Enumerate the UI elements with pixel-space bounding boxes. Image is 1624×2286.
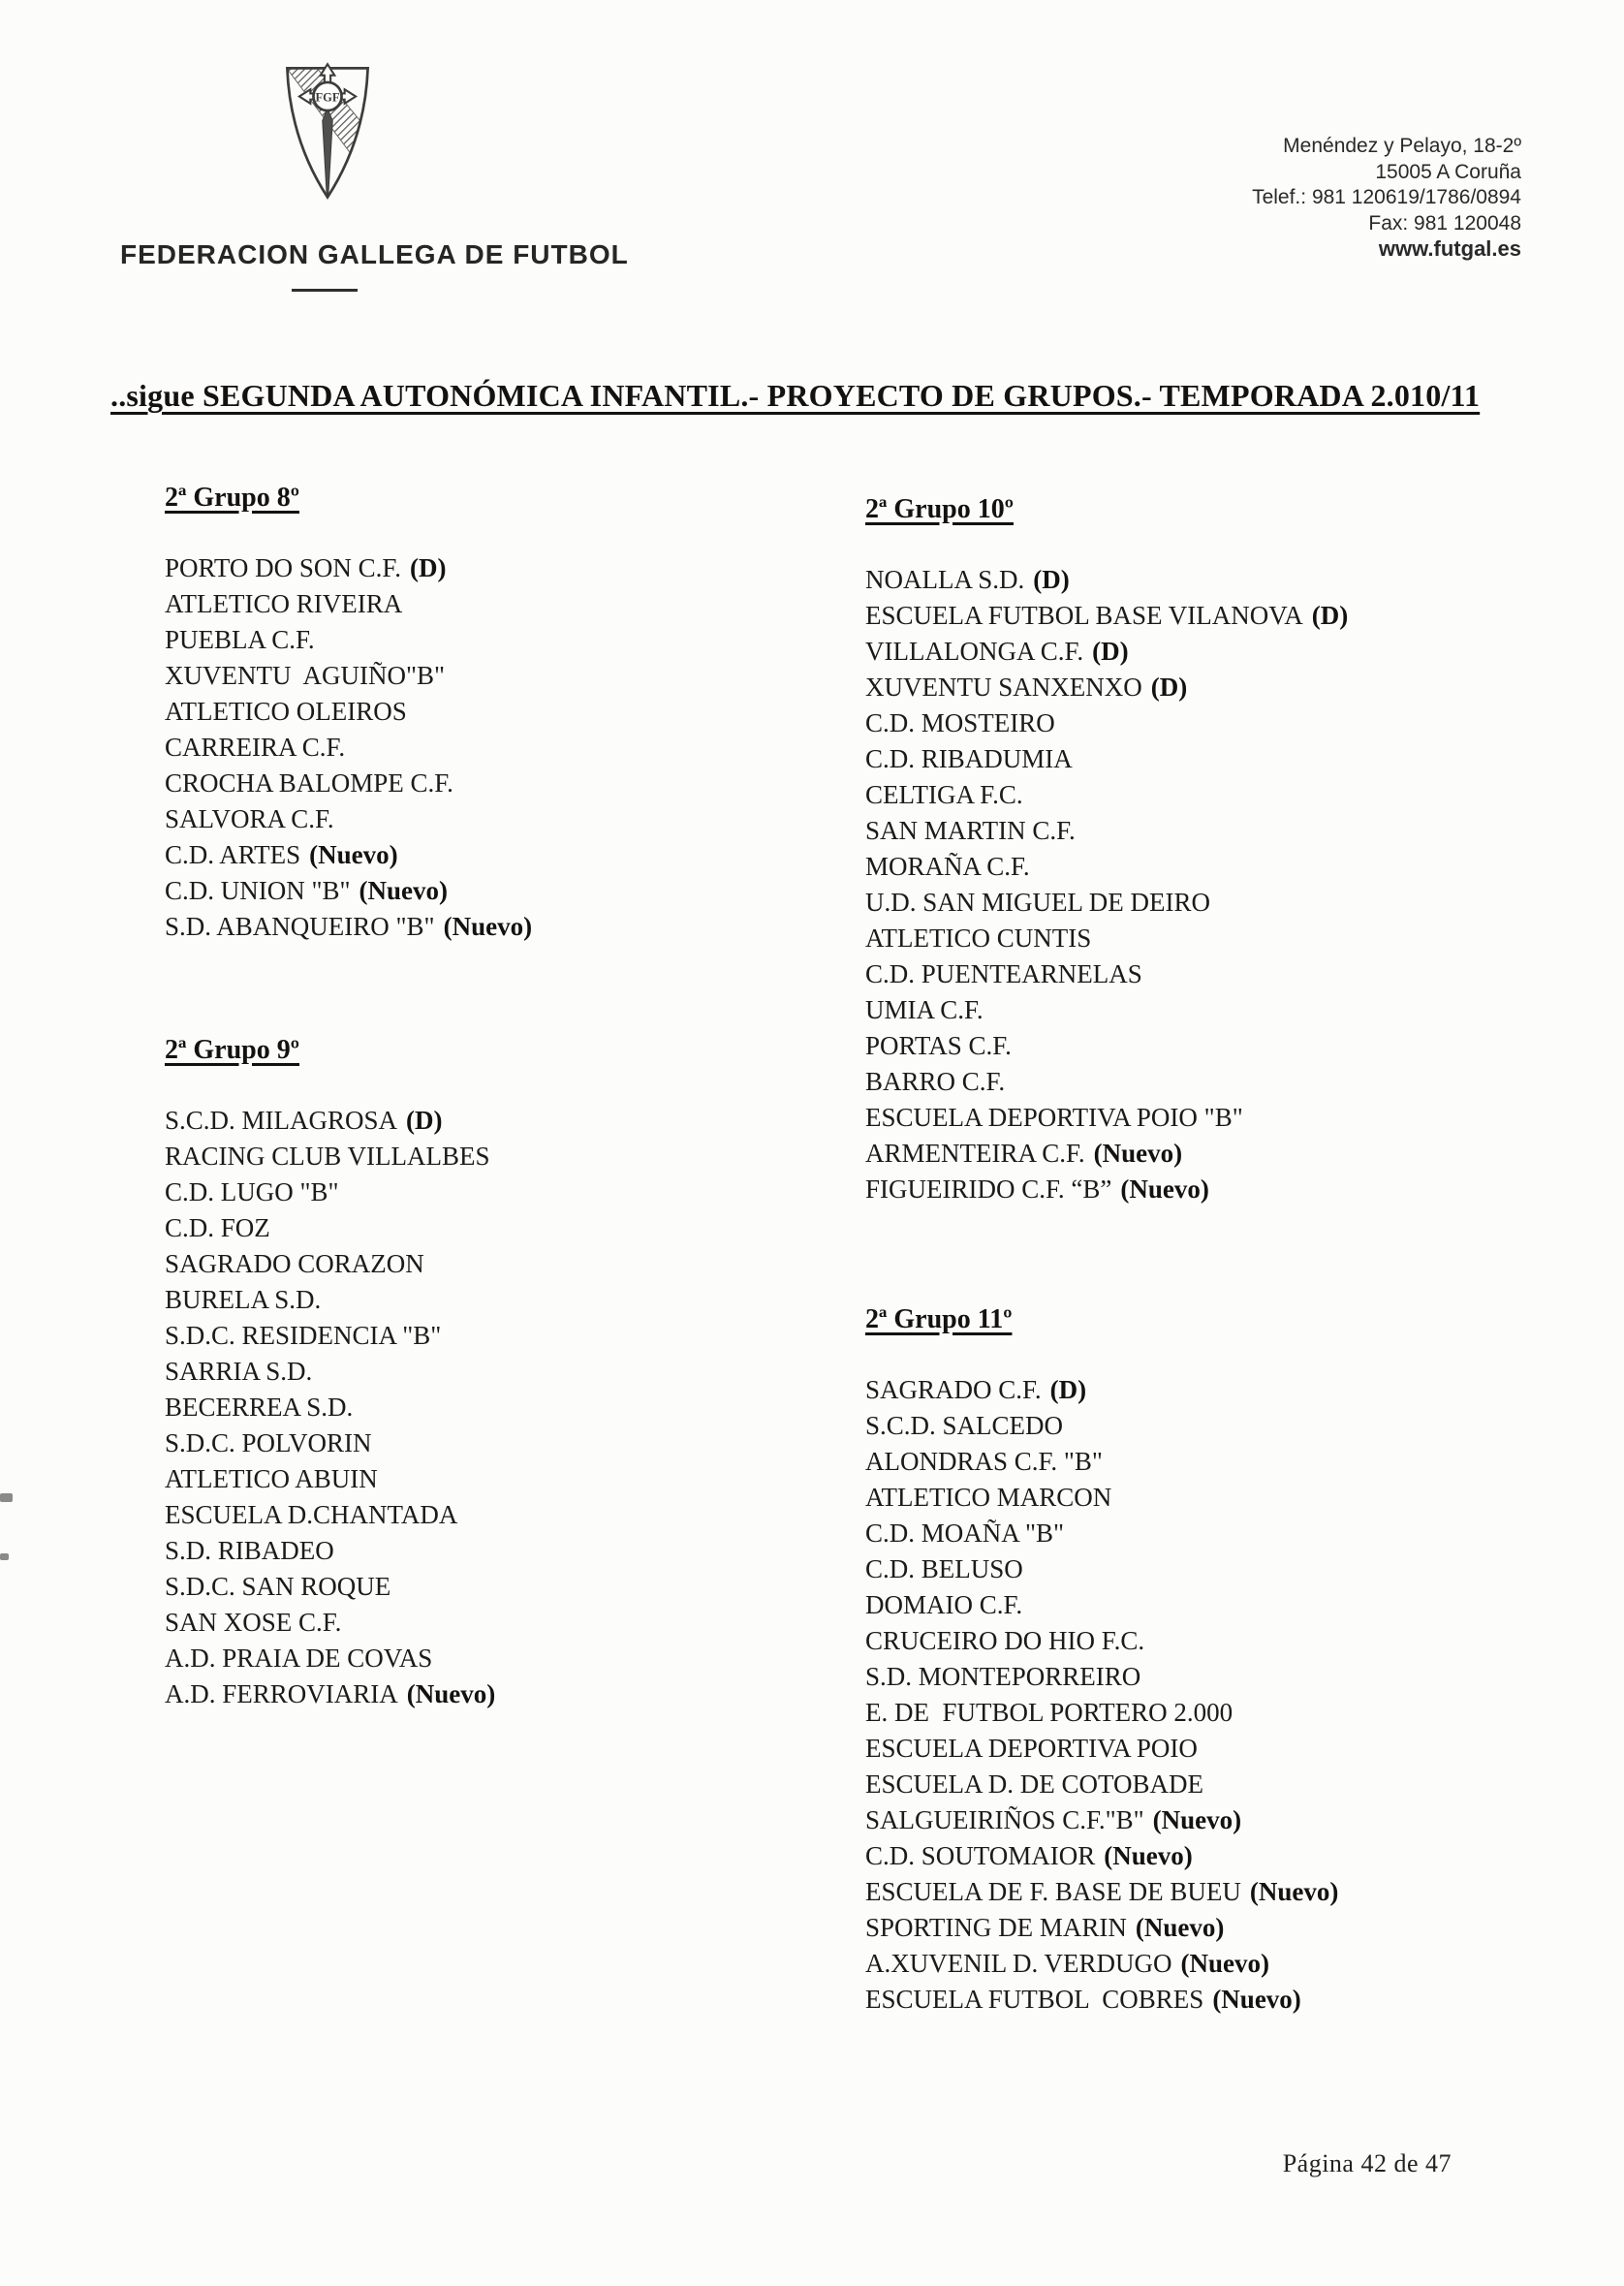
team-name: BARRO C.F. (865, 1067, 1006, 1096)
team-tag: (Nuevo) (1120, 1174, 1209, 1204)
team-item (165, 1676, 843, 1712)
team-item (165, 658, 843, 694)
team-name: C.D. RIBADUMIA (865, 744, 1073, 773)
team-item (865, 1028, 1582, 1064)
team-item (165, 1246, 843, 1282)
team-name: ESCUELA D. DE COTOBADE (865, 1769, 1204, 1799)
team-item (165, 622, 843, 658)
team-item (865, 562, 1582, 598)
team-tag: (Nuevo) (1180, 1949, 1269, 1978)
team-item (865, 1838, 1582, 1874)
group-block (865, 1304, 1582, 2018)
team-name: FIGUEIRIDO C.F. “B” (865, 1174, 1112, 1204)
team-name: SAGRADO CORAZON (165, 1249, 424, 1278)
team-item (865, 777, 1582, 813)
group-heading: 2ª Grupo 10º (865, 494, 1014, 524)
team-item (865, 1731, 1582, 1767)
team-name: C.D. BELUSO (865, 1554, 1023, 1583)
team-name: S.D.C. RESIDENCIA "B" (165, 1321, 442, 1350)
group-block (165, 483, 843, 945)
team-name: C.D. ARTES (165, 840, 301, 869)
team-item (865, 1551, 1582, 1587)
team-name: PUEBLA C.F. (165, 625, 315, 654)
team-item (165, 1390, 843, 1425)
team-name: ESCUELA DE F. BASE DE BUEU (865, 1877, 1241, 1906)
team-item (865, 1623, 1582, 1659)
team-item (165, 1605, 843, 1641)
team-name: UMIA C.F. (865, 995, 984, 1024)
group-heading: 2ª Grupo 8º (165, 483, 299, 513)
team-name: ESCUELA FUTBOL COBRES (865, 1985, 1204, 2014)
fgf-shield-logo-icon (277, 60, 378, 212)
team-name: PORTAS C.F. (865, 1031, 1012, 1060)
team-tag: (Nuevo) (1135, 1913, 1225, 1942)
team-tag: (D) (410, 553, 447, 582)
team-item (865, 670, 1582, 705)
team-item (865, 1064, 1582, 1100)
team-tag: (D) (1033, 565, 1070, 594)
group-heading: 2ª Grupo 11º (865, 1304, 1013, 1334)
team-item (865, 1100, 1582, 1136)
team-name: SAN MARTIN C.F. (865, 816, 1076, 845)
team-item (865, 1982, 1582, 2018)
team-item (865, 598, 1582, 634)
team-name: ARMENTEIRA C.F. (865, 1139, 1085, 1168)
team-item (865, 1408, 1582, 1444)
team-name: SPORTING DE MARIN (865, 1913, 1127, 1942)
group-block (165, 1035, 843, 1712)
team-item (165, 1354, 843, 1390)
page-title: ..sigue SEGUNDA AUTONÓMICA INFANTIL.- PROYECTO DE GRUPOS.- TEMPORADA 2.010/11 (110, 378, 1481, 413)
team-name: SARRIA S.D. (165, 1357, 313, 1386)
team-name: CROCHA BALOMPE C.F. (165, 768, 453, 798)
column-right (865, 494, 1582, 2018)
team-name: XUVENTU AGUIÑO"B" (165, 661, 446, 690)
team-name: PORTO DO SON C.F. (165, 553, 402, 582)
team-item (865, 1659, 1582, 1695)
team-item (865, 992, 1582, 1028)
team-name: CELTIGA F.C. (865, 780, 1023, 809)
team-name: S.C.D. SALCEDO (865, 1411, 1064, 1440)
team-list (165, 1103, 843, 1712)
team-item (165, 1425, 843, 1461)
team-name: MORAÑA C.F. (865, 852, 1030, 881)
team-item (865, 1874, 1582, 1910)
team-tag: (Nuevo) (309, 840, 398, 869)
team-item (165, 1174, 843, 1210)
team-tag: (D) (1150, 673, 1188, 702)
team-item (865, 705, 1582, 741)
team-name: C.D. PUENTEARNELAS (865, 959, 1142, 988)
team-tag: (Nuevo) (359, 876, 449, 905)
address-line-fax: Fax: 981 120048 (1368, 211, 1521, 235)
team-name: C.D. UNION "B" (165, 876, 351, 905)
team-item (865, 1480, 1582, 1516)
team-name: ATLETICO ABUIN (165, 1464, 378, 1493)
team-tag: (Nuevo) (1212, 1985, 1301, 2014)
team-list (165, 550, 843, 945)
team-name: C.D. MOSTEIRO (865, 708, 1055, 737)
team-name: SAN XOSE C.F. (165, 1608, 342, 1637)
page-number: Página 42 de 47 (1282, 2149, 1452, 2177)
team-item (165, 766, 843, 801)
team-item (865, 1516, 1582, 1551)
team-item (165, 694, 843, 730)
team-tag: (Nuevo) (1104, 1841, 1193, 1870)
address-block (1252, 134, 1521, 263)
team-name: BURELA S.D. (165, 1285, 322, 1314)
team-item (165, 1533, 843, 1569)
team-item (865, 1802, 1582, 1838)
team-item (165, 1103, 843, 1139)
team-item (865, 1910, 1582, 1946)
team-name: NOALLA S.D. (865, 565, 1025, 594)
team-tag: (Nuevo) (1152, 1805, 1242, 1834)
scan-artifact (0, 1553, 9, 1560)
team-name: C.D. FOZ (165, 1213, 270, 1242)
team-name: VILLALONGA C.F. (865, 637, 1084, 666)
team-item (165, 1569, 843, 1605)
team-tag: (Nuevo) (1249, 1877, 1339, 1906)
team-name: S.D. MONTEPORREIRO (865, 1662, 1141, 1691)
svg-text:FGF: FGF (315, 90, 340, 105)
team-name: C.D. SOUTOMAIOR (865, 1841, 1096, 1870)
org-name: FEDERACION GALLEGA DE FUTBOL (120, 239, 629, 269)
team-tag: (Nuevo) (443, 912, 533, 941)
team-name: S.D.C. POLVORIN (165, 1428, 372, 1457)
address-line-city: 15005 A Coruña (1375, 160, 1521, 183)
team-item (865, 1695, 1582, 1731)
website-url: www.futgal.es (1378, 236, 1521, 261)
team-list (865, 1372, 1582, 2018)
scan-artifact (0, 1493, 13, 1502)
team-name: ESCUELA D.CHANTADA (165, 1500, 458, 1529)
team-item (165, 1318, 843, 1354)
team-name: S.D. RIBADEO (165, 1536, 334, 1565)
team-name: A.D. PRAIA DE COVAS (165, 1644, 433, 1673)
team-tag: (D) (1092, 637, 1129, 666)
team-name: SALGUEIRIÑOS C.F."B" (865, 1805, 1144, 1834)
group-block (865, 494, 1582, 1207)
team-name: RACING CLUB VILLALBES (165, 1142, 490, 1171)
team-item (865, 956, 1582, 992)
team-tag: (D) (1311, 601, 1349, 630)
team-item (165, 1282, 843, 1318)
team-name: CRUCEIRO DO HIO F.C. (865, 1626, 1145, 1655)
team-item (165, 1461, 843, 1497)
address-line-street: Menéndez y Pelayo, 18-2º (1283, 135, 1521, 157)
team-name: A.XUVENIL D. VERDUGO (865, 1949, 1172, 1978)
team-item (165, 837, 843, 873)
team-item (865, 1136, 1582, 1172)
team-item (865, 1587, 1582, 1623)
org-name-underline (292, 289, 358, 292)
team-name: ATLETICO MARCON (865, 1483, 1112, 1512)
team-item (165, 586, 843, 622)
team-name: ESCUELA DEPORTIVA POIO (865, 1734, 1198, 1763)
team-name: ESCUELA DEPORTIVA POIO "B" (865, 1103, 1243, 1132)
team-name: E. DE FUTBOL PORTERO 2.000 (865, 1698, 1234, 1727)
team-name: ATLETICO RIVEIRA (165, 589, 403, 618)
team-name: S.D. ABANQUEIRO "B" (165, 912, 435, 941)
team-item (865, 634, 1582, 670)
group-heading: 2ª Grupo 9º (165, 1035, 299, 1065)
team-name: ATLETICO CUNTIS (865, 924, 1092, 953)
team-item (865, 849, 1582, 885)
team-item (865, 813, 1582, 849)
team-item (165, 1210, 843, 1246)
team-tag: (D) (1049, 1375, 1087, 1404)
team-item (165, 1497, 843, 1533)
team-item (865, 921, 1582, 956)
team-name: ALONDRAS C.F. "B" (865, 1447, 1103, 1476)
team-item (865, 1172, 1582, 1207)
team-item (865, 1946, 1582, 1982)
team-name: ESCUELA FUTBOL BASE VILANOVA (865, 601, 1303, 630)
team-name: ATLETICO OLEIROS (165, 697, 407, 726)
team-name: DOMAIO C.F. (865, 1590, 1023, 1619)
team-name: U.D. SAN MIGUEL DE DEIRO (865, 888, 1210, 917)
address-line-phone: Telef.: 981 120619/1786/0894 (1252, 186, 1521, 208)
column-left (165, 483, 843, 1712)
team-name: BECERREA S.D. (165, 1393, 354, 1422)
team-name: XUVENTU SANXENXO (865, 673, 1142, 702)
team-item (165, 550, 843, 586)
team-item (865, 885, 1582, 921)
team-item (165, 873, 843, 909)
team-item (165, 909, 843, 945)
team-item (165, 1641, 843, 1676)
team-name: SALVORA C.F. (165, 804, 334, 833)
team-list (865, 562, 1582, 1207)
team-item (165, 730, 843, 766)
team-item (165, 1139, 843, 1174)
team-item (865, 1767, 1582, 1802)
team-name: SAGRADO C.F. (865, 1375, 1042, 1404)
team-name: S.D.C. SAN ROQUE (165, 1572, 391, 1601)
team-name: S.C.D. MILAGROSA (165, 1106, 398, 1135)
team-tag: (Nuevo) (406, 1679, 496, 1708)
team-item (865, 1372, 1582, 1408)
team-tag: (D) (406, 1106, 443, 1135)
team-name: C.D. MOAÑA "B" (865, 1519, 1065, 1548)
team-name: C.D. LUGO "B" (165, 1177, 339, 1206)
team-item (165, 801, 843, 837)
team-name: CARREIRA C.F. (165, 733, 346, 762)
team-name: A.D. FERROVIARIA (165, 1679, 398, 1708)
team-item (865, 1444, 1582, 1480)
team-tag: (Nuevo) (1093, 1139, 1183, 1168)
team-item (865, 741, 1582, 777)
